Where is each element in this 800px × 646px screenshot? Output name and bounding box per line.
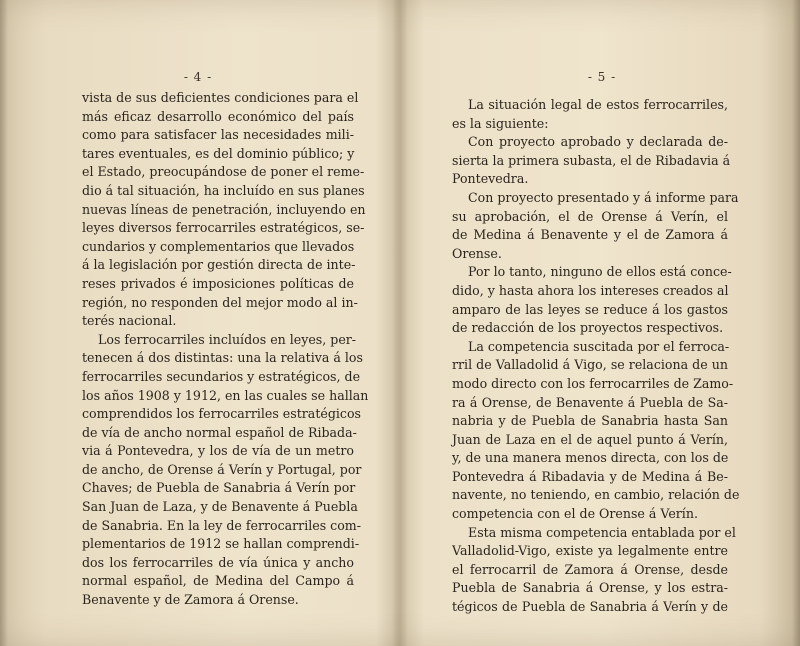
text-line: de Medina á Benavente y el de Zamora á (452, 227, 728, 243)
text-line: via á Pontevedra, y los de vía de un metro (82, 443, 354, 459)
text-line: Por lo tanto, ninguno de ellos está conce- (468, 264, 732, 280)
text-line: San Juan de Laza, y de Benavente á Puebla (82, 499, 358, 515)
text-line: Valladolid-Vigo, existe ya legalmente entre (452, 543, 728, 559)
right-page (404, 0, 800, 646)
page-number-left: - 4 - (183, 70, 213, 84)
text-line: y, de una manera menos directa, con los de (452, 450, 729, 466)
text-line: de vía de ancho normal español de Ribada- (82, 424, 357, 440)
text-line: Juan de Laza en el de aquel punto á Verín, (452, 431, 728, 447)
text-line: dio á tal situación, ha incluído en sus planes (82, 182, 365, 198)
text-line: nuevas líneas de penetración, incluyendo en (82, 201, 366, 217)
text-line: Con proyecto presentado y á informe para (468, 189, 739, 205)
text-line: de redacción de los proyectos respectivos. (452, 320, 724, 336)
text-line: los años 1908 y 1912, en las cuales se hallan (82, 387, 369, 403)
text-line: Orense. (452, 245, 502, 261)
text-line: terés nacional. (82, 313, 177, 329)
text-line: á la legislación por gestión directa de inte- (82, 257, 356, 273)
text-line: normal español, de Medina del Campo á (82, 573, 354, 589)
text-line: dido, y hasta ahora los intereses creados al (452, 282, 729, 298)
text-line: Pontevedra á Ribadavia y de Medina á Be- (452, 468, 728, 484)
text-line: Los ferrocarriles incluídos en leyes, per- (98, 331, 357, 347)
text-line: tenecen á dos distintas: una la relativa á los (82, 350, 363, 366)
text-line: el Estado, preocupándose de poner el reme- (82, 164, 365, 180)
text-line: sierta la primera subasta, el de Ribadavia á (452, 152, 731, 168)
text-line: su aprobación, el de Orense á Verín, el (452, 208, 728, 224)
text-line: modo directo con los ferrocarriles de Zamo- (452, 375, 734, 391)
text-line: leyes diversos ferrocarriles estratégicos, se- (82, 220, 365, 236)
text-line: como para satisfacer las necesidades mili- (82, 127, 354, 143)
text-line: La situación legal de estos ferrocarriles, (468, 97, 728, 112)
text-line: navente, no teniendo, en cambio, relación de (452, 487, 740, 503)
text-line: ra á Orense, de Benavente á Puebla de Sa- (452, 394, 728, 410)
text-line: es la siguiente: (452, 115, 549, 131)
text-line: vista de sus deficientes condiciones para el (82, 90, 359, 105)
right-page-body (452, 96, 740, 617)
text-line: dos los ferrocarriles de vía única y ancho (82, 554, 354, 570)
text-line: ferrocarriles secundarios y estratégicos, de (82, 368, 361, 384)
text-line: comprendidos los ferrocarriles estratégicos (82, 406, 362, 422)
text-line: el ferrocarril de Zamora á Orense, desde (452, 561, 728, 577)
text-line: plementarios de 1912 se hallan comprendi- (82, 536, 360, 552)
text-line: Con proyecto aprobado y declarada de- (468, 134, 728, 150)
text-line: La competencia suscitada por el ferroca- (468, 338, 730, 354)
text-line: Puebla de Sanabria á Orense, y los estra- (452, 580, 728, 596)
text-line: de Sanabria. En la ley de ferrocarriles com- (82, 517, 362, 533)
text-line: Chaves; de Puebla de Sanabria á Verín por (82, 480, 356, 496)
text-line: rril de Valladolid á Vigo, se relaciona de un (452, 357, 728, 373)
text-line: competencia con el de Orense á Verín. (452, 506, 698, 522)
left-page (0, 0, 396, 646)
text-line: tégicos de Puebla de Sanabria á Verín y de (452, 599, 728, 615)
text-line: de ancho, de Orense á Verín y Portugal, por (82, 461, 362, 477)
left-page-body (82, 89, 369, 610)
text-line: región, no responden del mejor modo al in- (82, 294, 358, 310)
text-line: amparo de las leyes se reduce á los gastos (452, 301, 728, 317)
text-line: Benavente y de Zamora á Orense. (82, 592, 299, 608)
text-line: Pontevedra. (452, 171, 529, 187)
page-number-right: - 5 - (587, 70, 617, 84)
text-line: cundarios y complementarios que llevados (82, 238, 355, 254)
text-line: reses privados é imposiciones políticas de (82, 275, 354, 291)
text-line: Esta misma competencia entablada por el (468, 524, 736, 540)
text-line: más eficaz desarrollo económico del país (82, 108, 354, 124)
text-line: nabria y de Puebla de Sanabria hasta San (452, 413, 728, 429)
text-line: tares eventuales, es del dominio público; y (82, 145, 355, 161)
